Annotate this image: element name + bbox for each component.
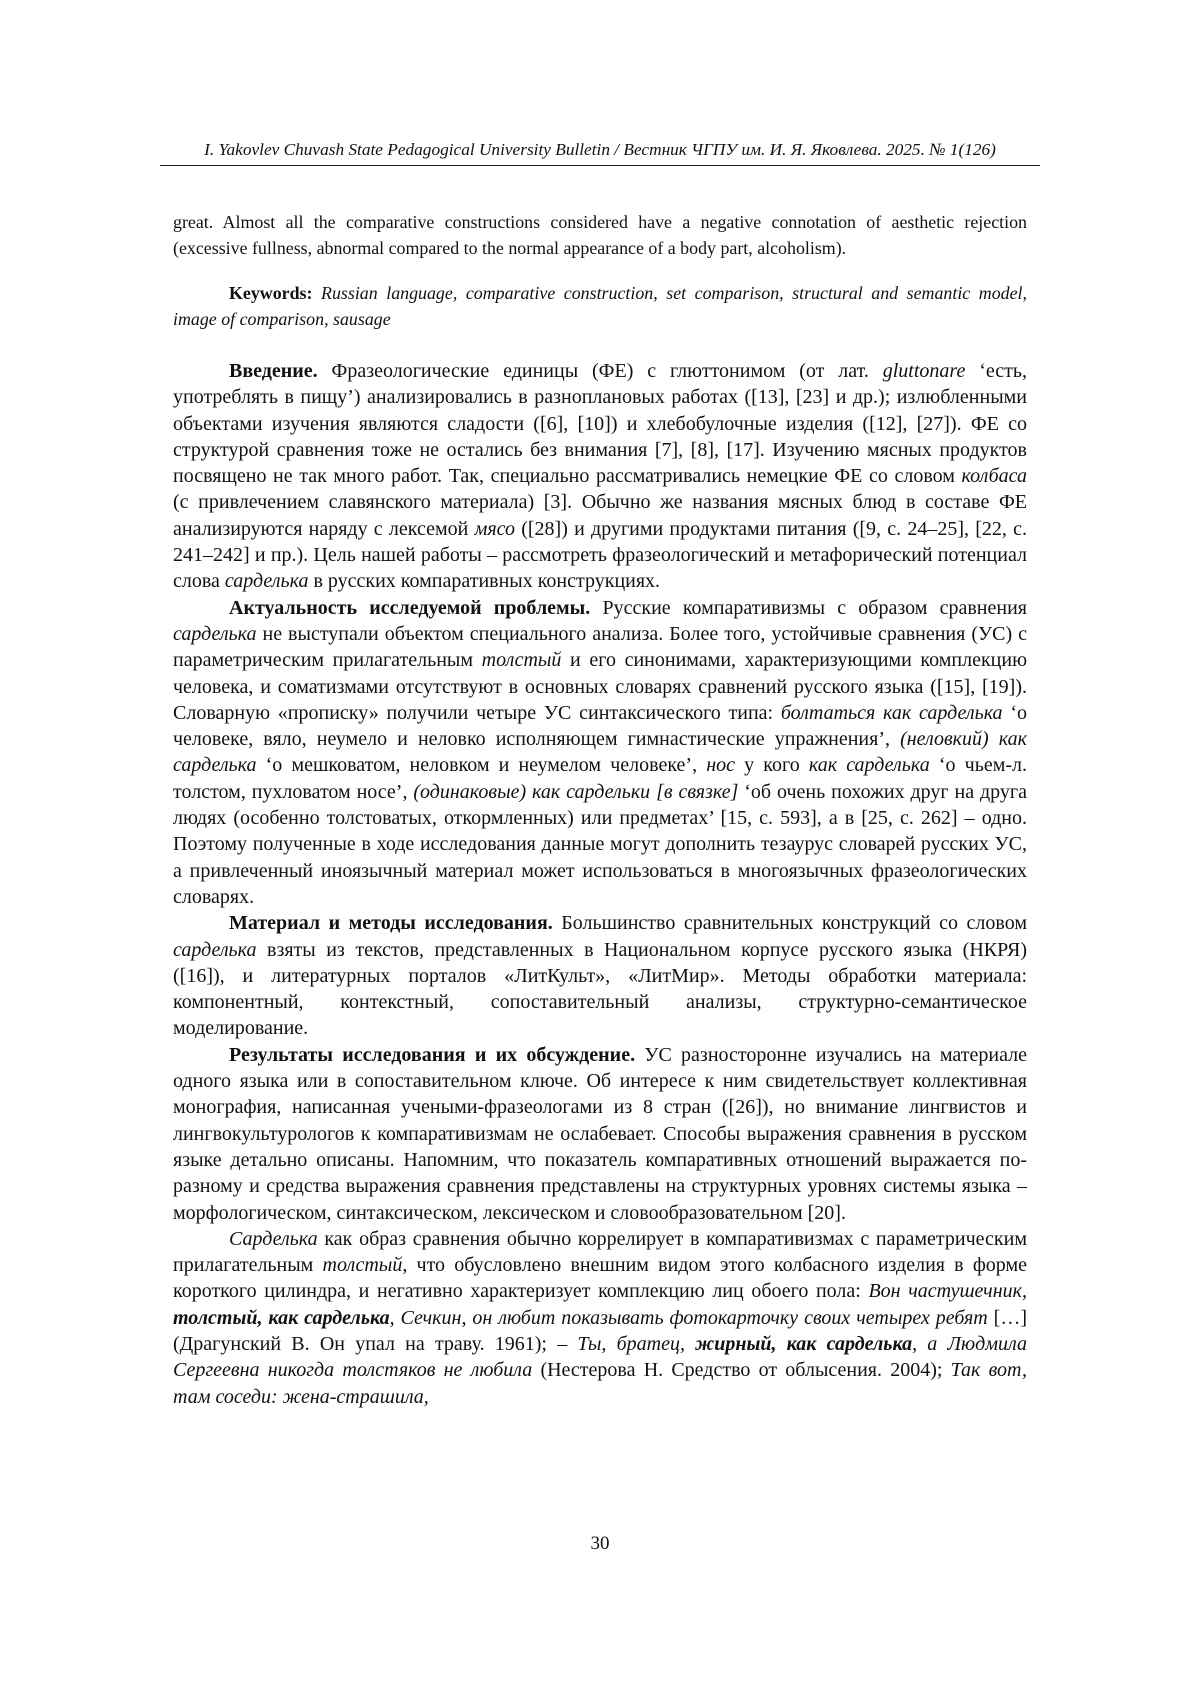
italic-term: (одинаковые) как сардельки [в связке] (413, 780, 739, 803)
quote-italic: Так вот, там соседи: жена-страшила, (173, 1359, 1027, 1408)
quote-bold-italic: толстый, как сарделька (173, 1306, 390, 1329)
citation-source: (Нестерова Н. Средство от облысения. 2004); (532, 1359, 951, 1382)
italic-term: gluttonare (882, 360, 966, 382)
quote-bold-italic: жирный, как сарделька (695, 1332, 913, 1355)
text-run: УС разносторонне изучались на материале одного языка или в сопоставительном ключе. Об интересе к ним свидетельствует коллективная монография, написанная учеными-фразеологами из 8 стран ([26]), но внимание лингвистов и лингвокультурологов к компаративизмам не ослабевает. Способы выражения сравнения в русском языке детально описаны. Напомним, что показатель компаративных отношений выражается по-разному и средства выражения сравнения представлены на структурных уровнях системы языка – морфологическом, синтаксическом, лексическом и словообразовательном [20]. (173, 1043, 1027, 1224)
paragraph-introduction (173, 358, 1027, 595)
section-heading-results: Результаты исследования и их обсуждение. (229, 1043, 636, 1066)
quote-italic: , Сечкин, он любит показывать фотокарточку своих четырех ребят (389, 1306, 988, 1329)
header-divider (160, 165, 1040, 166)
text-run: и его синонимами, характеризующими комплекцию человека, и соматизмами отсутствуют в основных словарях сравнений русского языка ([15], [19]). Словарную «прописку» получили четыре УС синтаксического типа: (173, 649, 1028, 724)
italic-term: Сарделька (229, 1227, 318, 1250)
text-run: ‘есть, употреблять в пищу’) анализировались в разноплановых работах ([13], [23] и др.); излюбленными объектами изучения являются сладости ([6], [10]) и хлебобулочные изделия ([12], [27]). ФЕ со структурой сравнения тоже не остались без внимания [7], [8], [17]. Изучению мясных продуктов посвящено не так много работ. Так, специально рассматривались немецкие ФЕ со словом (173, 360, 1027, 488)
page-content (173, 210, 1027, 1410)
text-run: не выступали объектом специального анализа. Более того, устойчивые сравнения (УС) с параметрическим прилагательным (173, 622, 1027, 672)
paragraph-relevance (173, 595, 1027, 911)
text-run: в русских компаративных конструкциях. (308, 570, 661, 593)
abstract-block (173, 210, 1027, 332)
italic-term: сарделька (173, 622, 257, 645)
text-run: Фразеологические единицы (ФЕ) с глюттонимом (от лат. (317, 360, 883, 382)
paragraph-methods (173, 910, 1027, 1041)
italic-term: мясо (474, 517, 516, 540)
text-run: (с привлечением славянского материала) [3]. Обычно же названия мясных блюд в составе ФЕ анализируются наряду с лексемой (173, 491, 1027, 540)
quote-italic: – Ты, братец, (557, 1332, 696, 1355)
text-run: ‘о человеке, вяло, неумело и неловко исполняющем гимнастические упражнения’, (173, 701, 1027, 751)
section-heading-methods: Материал и методы исследования. (229, 912, 553, 935)
text-run: Русские компаративизмы с образом сравнения (590, 596, 1027, 619)
quote-italic: Вон частушечник, (868, 1280, 1027, 1303)
keywords-paragraph (173, 281, 1027, 332)
text-run: ([28]) и другими продуктами питания ([9, с. 24–25], [22, с. 241–242] и пр.). Цель нашей работы – рассмотреть фразеологический и метафорический потенциал слова (173, 517, 1028, 593)
text-run: у кого (735, 754, 809, 777)
italic-term: сарделька (224, 570, 309, 593)
paragraph-results (173, 1042, 1027, 1226)
keywords-label: Keywords: (229, 283, 313, 303)
text-run: , что обусловлено внешним видом этого колбасного изделия в форме короткого цилиндра, и негативно характеризует комплекцию лиц обоего пола: (173, 1254, 1028, 1303)
keywords-text: Russian language, comparative construction, set comparison, structural and semantic model, image of comparison, sausage (173, 283, 1027, 329)
text-run: ‘о мешковатом, неловком и неумелом человеке’, (256, 754, 707, 777)
page-number: 30 (590, 1533, 610, 1554)
italic-term: сарделька (173, 938, 257, 961)
italic-term: (неловкий) как сарделька (173, 728, 1027, 777)
italic-term: как сарделька (808, 754, 930, 777)
text-run: ‘о чьем-л. толстом, пухловатом носе’, (173, 754, 1028, 803)
text-run: ‘об очень похожих друг на друга людях (особенно толстоватых, откормленных) или предметах’ [15, с. 593], а в [25, с. 262] – одно. Поэтому полученные в ходе исследования данные могут дополнить тезаурус словарей русских УС, а привлеченный иноязычный материал может использоваться в многоязычных фразеологических словарях. (173, 780, 1027, 908)
text-run: взяты из текстов, представленных в Национальном корпусе русского языка (НКРЯ) ([16]), и литературных порталов «ЛитКульт», «ЛитМир». Методы обработки материала: компонентный, контекстный, сопоставительный анализы, структурно-семантическое моделирование. (173, 938, 1027, 1040)
citation-source: […] (Драгунский В. Он упал на траву. 1961); (173, 1306, 1027, 1355)
italic-term: толстый (322, 1254, 403, 1277)
quote-italic: , а Людмила Сергеевна никогда толстяков не любила (173, 1332, 1027, 1382)
text-run: Большинство сравнительных конструкций со словом (552, 912, 1027, 935)
section-heading-relevance: Актуальность исследуемой проблемы. (229, 596, 591, 619)
abstract-tail: great. Almost all the comparative constructions considered have a negative connotation of aesthetic rejection (excessive fullness, abnormal compared to the normal appearance of a body part, alcoholism). (173, 212, 1027, 258)
article-body (173, 358, 1027, 1410)
italic-term: нос (706, 754, 736, 777)
text-run: как образ сравнения обычно коррелирует в компаративизмах с параметрическим прилагательным (173, 1227, 1027, 1277)
italic-term: колбаса (961, 465, 1027, 488)
paragraph-image-of-comparison (173, 1226, 1027, 1410)
section-heading-introduction: Введение. (229, 360, 318, 382)
italic-term: толстый (481, 649, 562, 672)
italic-term: болтаться как сарделька (780, 701, 1003, 724)
running-header: I. Yakovlev Chuvash State Pedagogical University Bulletin / Вестник ЧГПУ им. И. Я. Яковлева. 2025. № 1(126) (204, 140, 996, 159)
